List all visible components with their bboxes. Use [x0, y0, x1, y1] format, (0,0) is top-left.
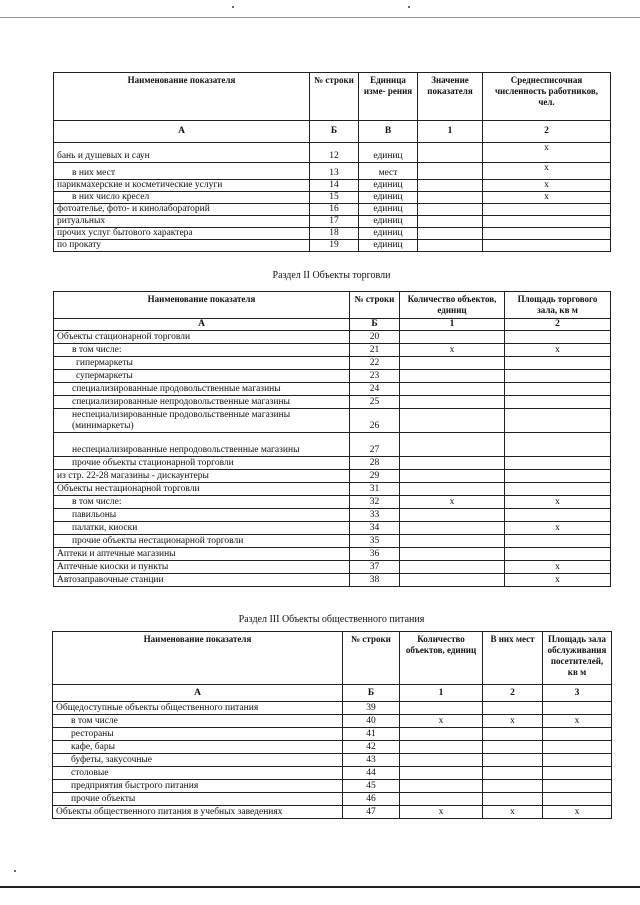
row-number: 13: [310, 163, 359, 180]
count-cell[interactable]: х: [400, 715, 483, 728]
letter-cell: Б: [310, 121, 359, 143]
staff-cell[interactable]: х: [483, 143, 611, 163]
table-row: [53, 728, 612, 741]
letter-cell: 1: [400, 319, 505, 331]
table-row: [54, 143, 611, 163]
value-cell[interactable]: [418, 163, 483, 180]
row-number: 24: [350, 383, 400, 396]
row-name: неспециализированные непродовольственные магазины: [54, 433, 350, 457]
table-row: [54, 496, 611, 509]
row-number: 42: [343, 741, 400, 754]
row-name: бань и душевых и саун: [54, 143, 310, 163]
area-cell[interactable]: х: [505, 522, 611, 535]
row-name: фотоателье, фото- и кинолабораторий: [54, 204, 310, 216]
table-row: [53, 806, 612, 819]
count-cell[interactable]: [400, 457, 505, 470]
table-row: [53, 793, 612, 806]
letter-cell: 2: [483, 685, 543, 702]
area-cell[interactable]: [505, 483, 611, 496]
area-cell[interactable]: [543, 793, 612, 806]
row-number: 29: [350, 470, 400, 483]
header-area: Площадь зала обслуживания посетителей, кв м: [543, 632, 612, 685]
table-row: [54, 216, 611, 228]
row-name: ритуальных: [54, 216, 310, 228]
staff-cell[interactable]: х: [483, 192, 611, 204]
count-cell[interactable]: [400, 561, 505, 574]
table-row: [54, 470, 611, 483]
header-name: Наименование показателя: [53, 632, 343, 685]
staff-cell[interactable]: [483, 216, 611, 228]
area-cell[interactable]: [505, 470, 611, 483]
table-row: [54, 483, 611, 496]
row-name: Объекты нестационарной торговли: [54, 483, 350, 496]
row-number: 18: [310, 228, 359, 240]
count-cell[interactable]: [400, 370, 505, 383]
count-cell[interactable]: [400, 433, 505, 457]
area-cell[interactable]: [505, 383, 611, 396]
area-cell[interactable]: [505, 457, 611, 470]
row-name: рестораны: [53, 728, 343, 741]
row-unit: единиц: [359, 228, 418, 240]
section-2-title: Раздел II Объекты торговли: [272, 270, 391, 281]
count-cell[interactable]: [400, 483, 505, 496]
row-name: буфеты, закусочные: [53, 754, 343, 767]
area-cell[interactable]: х: [543, 806, 612, 819]
staff-cell[interactable]: [483, 240, 611, 252]
row-number: 14: [310, 180, 359, 192]
row-number: 32: [350, 496, 400, 509]
count-cell[interactable]: [400, 535, 505, 548]
row-name: по прокату: [54, 240, 310, 252]
letter-cell: 1: [400, 685, 483, 702]
count-cell[interactable]: [400, 409, 505, 433]
area-cell[interactable]: [505, 370, 611, 383]
row-unit: единиц: [359, 240, 418, 252]
row-name: в том числе:: [54, 496, 350, 509]
header-seats: В них мест: [483, 632, 543, 685]
row-name: столовые: [53, 767, 343, 780]
row-unit: единиц: [359, 180, 418, 192]
row-number: 28: [350, 457, 400, 470]
area-cell[interactable]: [543, 754, 612, 767]
table-row: [54, 383, 611, 396]
row-number: 15: [310, 192, 359, 204]
row-unit: единиц: [359, 204, 418, 216]
row-unit: единиц: [359, 143, 418, 163]
value-cell[interactable]: [418, 216, 483, 228]
area-cell[interactable]: [505, 433, 611, 457]
row-name: Объекты общественного питания в учебных заведениях: [53, 806, 343, 819]
table-row: [54, 457, 611, 470]
row-number: 21: [350, 344, 400, 357]
row-name: прочие объекты: [53, 793, 343, 806]
count-cell[interactable]: [400, 741, 483, 754]
letter-cell: А: [54, 121, 310, 143]
header-value: Значение показателя: [418, 73, 483, 121]
row-number: 40: [343, 715, 400, 728]
area-cell[interactable]: [505, 396, 611, 409]
area-cell[interactable]: х: [543, 715, 612, 728]
value-cell[interactable]: [418, 204, 483, 216]
row-number: 44: [343, 767, 400, 780]
row-number: 47: [343, 806, 400, 819]
row-number: 34: [350, 522, 400, 535]
row-number: 27: [350, 433, 400, 457]
row-unit: единиц: [359, 216, 418, 228]
row-number: 36: [350, 548, 400, 561]
count-cell[interactable]: [400, 574, 505, 587]
row-name: Автозаправочные станции: [54, 574, 350, 587]
row-number: 33: [350, 509, 400, 522]
row-number: 23: [350, 370, 400, 383]
letter-cell: А: [54, 319, 350, 331]
row-name: супермаркеты: [54, 370, 350, 383]
row-number: 43: [343, 754, 400, 767]
row-unit: единиц: [359, 192, 418, 204]
table-row: [54, 192, 611, 204]
row-name: Аптечные киоски и пункты: [54, 561, 350, 574]
header-row-no: № строки: [310, 73, 359, 121]
value-cell[interactable]: [418, 192, 483, 204]
table-row: [54, 574, 611, 587]
header-staff: Среднесписочная численность работников, чел.: [483, 73, 611, 121]
row-name: палатки, киоски: [54, 522, 350, 535]
value-cell[interactable]: [418, 240, 483, 252]
seats-cell[interactable]: [483, 702, 543, 715]
row-name: Объекты стационарной торговли: [54, 331, 350, 344]
table-row: [54, 240, 611, 252]
table-row: [54, 433, 611, 457]
letter-cell: 2: [505, 319, 611, 331]
seats-cell[interactable]: [483, 728, 543, 741]
area-cell[interactable]: х: [505, 496, 611, 509]
row-name: Общедоступные объекты общественного питания: [53, 702, 343, 715]
seats-cell[interactable]: [483, 780, 543, 793]
header-row-no: № строки: [350, 292, 400, 319]
row-number: 26: [350, 409, 400, 433]
row-name: Аптеки и аптечные магазины: [54, 548, 350, 561]
area-cell[interactable]: [543, 780, 612, 793]
section-3-title: Раздел III Объекты общественного питания: [238, 614, 425, 625]
seats-cell[interactable]: х: [483, 715, 543, 728]
row-name: в них число кресел: [54, 192, 310, 204]
table-row: [53, 741, 612, 754]
row-name: в них мест: [54, 163, 310, 180]
table-row: [54, 204, 611, 216]
header-unit: Единица изме- рения: [359, 73, 418, 121]
letter-cell: 1: [418, 121, 483, 143]
letter-cell: 2: [483, 121, 611, 143]
table-row: [53, 780, 612, 793]
row-name: предприятия быстрого питания: [53, 780, 343, 793]
row-name: из стр. 22-28 магазины - дискаунтеры: [54, 470, 350, 483]
row-number: 45: [343, 780, 400, 793]
table-row: [54, 180, 611, 192]
table-row: [53, 754, 612, 767]
count-cell[interactable]: [400, 396, 505, 409]
table-row: [54, 509, 611, 522]
seats-cell[interactable]: [483, 793, 543, 806]
row-unit: мест: [359, 163, 418, 180]
row-name: кафе, бары: [53, 741, 343, 754]
trade-objects-table: [53, 291, 611, 587]
staff-cell[interactable]: х: [483, 180, 611, 192]
table-row: [54, 561, 611, 574]
row-number: 22: [350, 357, 400, 370]
header-count: Количество объектов, единиц: [400, 292, 505, 319]
row-name: специализированные продовольственные магазины: [54, 383, 350, 396]
area-cell[interactable]: [505, 331, 611, 344]
row-number: 16: [310, 204, 359, 216]
area-cell[interactable]: [505, 548, 611, 561]
seats-cell[interactable]: [483, 754, 543, 767]
area-cell[interactable]: [543, 767, 612, 780]
letter-cell: В: [359, 121, 418, 143]
row-number: 39: [343, 702, 400, 715]
count-cell[interactable]: [400, 780, 483, 793]
count-cell[interactable]: [400, 383, 505, 396]
letter-cell: А: [53, 685, 343, 702]
row-number: 31: [350, 483, 400, 496]
row-number: 46: [343, 793, 400, 806]
count-cell[interactable]: [400, 702, 483, 715]
row-name: прочие объекты стационарной торговли: [54, 457, 350, 470]
count-cell[interactable]: [400, 728, 483, 741]
row-name: специализированные непродовольственные магазины: [54, 396, 350, 409]
count-cell[interactable]: [400, 754, 483, 767]
row-number: 19: [310, 240, 359, 252]
seats-cell[interactable]: [483, 741, 543, 754]
count-cell[interactable]: [400, 357, 505, 370]
letter-cell: Б: [350, 319, 400, 331]
staff-cell[interactable]: х: [483, 163, 611, 180]
area-cell[interactable]: [505, 535, 611, 548]
value-cell[interactable]: [418, 228, 483, 240]
table-row: [53, 767, 612, 780]
count-cell[interactable]: [400, 331, 505, 344]
area-cell[interactable]: [505, 409, 611, 433]
header-row-no: № строки: [343, 632, 400, 685]
row-name: парикмахерские и косметические услуги: [54, 180, 310, 192]
count-cell[interactable]: х: [400, 806, 483, 819]
services-table: [53, 72, 611, 252]
count-cell[interactable]: [400, 522, 505, 535]
row-number: 25: [350, 396, 400, 409]
row-name: павильоны: [54, 509, 350, 522]
row-name: прочих услуг бытового характера: [54, 228, 310, 240]
seats-cell[interactable]: х: [483, 806, 543, 819]
scan-speck: [408, 6, 410, 8]
table-row: [54, 409, 611, 433]
value-cell[interactable]: [418, 143, 483, 163]
row-name: прочие объекты нестационарной торговли: [54, 535, 350, 548]
row-number: 37: [350, 561, 400, 574]
bottom-rule: [0, 886, 640, 888]
table-row: [53, 702, 612, 715]
count-cell[interactable]: [400, 509, 505, 522]
row-number: 35: [350, 535, 400, 548]
area-cell[interactable]: [543, 728, 612, 741]
scan-speck: [232, 6, 234, 8]
row-name: в том числе: [53, 715, 343, 728]
letter-cell: Б: [343, 685, 400, 702]
row-name: гипермаркеты: [54, 357, 350, 370]
table-row: [54, 228, 611, 240]
table-row: [54, 163, 611, 180]
area-cell[interactable]: х: [505, 344, 611, 357]
count-cell[interactable]: х: [400, 344, 505, 357]
staff-cell[interactable]: [483, 204, 611, 216]
table-row: [54, 344, 611, 357]
row-number: 38: [350, 574, 400, 587]
count-cell[interactable]: [400, 548, 505, 561]
table-row: [54, 370, 611, 383]
count-cell[interactable]: [400, 470, 505, 483]
row-name: в том числе:: [54, 344, 350, 357]
seats-cell[interactable]: [483, 767, 543, 780]
table-row: [53, 715, 612, 728]
count-cell[interactable]: х: [400, 496, 505, 509]
header-area: Площадь торгового зала, кв м: [505, 292, 611, 319]
area-cell[interactable]: [505, 509, 611, 522]
table-row: [54, 357, 611, 370]
catering-objects-table: [52, 631, 612, 819]
row-number: 41: [343, 728, 400, 741]
area-cell[interactable]: [543, 741, 612, 754]
letter-cell: 3: [543, 685, 612, 702]
scan-speck: [14, 870, 16, 872]
table-row: [54, 522, 611, 535]
header-name: Наименование показателя: [54, 292, 350, 319]
table-row: [54, 535, 611, 548]
area-cell[interactable]: х: [505, 574, 611, 587]
row-number: 20: [350, 331, 400, 344]
count-cell[interactable]: [400, 793, 483, 806]
area-cell[interactable]: [505, 357, 611, 370]
table-row: [54, 548, 611, 561]
row-number: 12: [310, 143, 359, 163]
table-row: [54, 396, 611, 409]
row-name: неспециализированные продовольственные магазины (минимаркеты): [54, 409, 350, 433]
header-count: Количество объектов, единиц: [400, 632, 483, 685]
area-cell[interactable]: [543, 702, 612, 715]
count-cell[interactable]: [400, 767, 483, 780]
staff-cell[interactable]: [483, 228, 611, 240]
top-rule: [0, 17, 640, 18]
area-cell[interactable]: х: [505, 561, 611, 574]
row-number: 17: [310, 216, 359, 228]
header-name: Наименование показателя: [54, 73, 310, 121]
value-cell[interactable]: [418, 180, 483, 192]
table-row: [54, 331, 611, 344]
